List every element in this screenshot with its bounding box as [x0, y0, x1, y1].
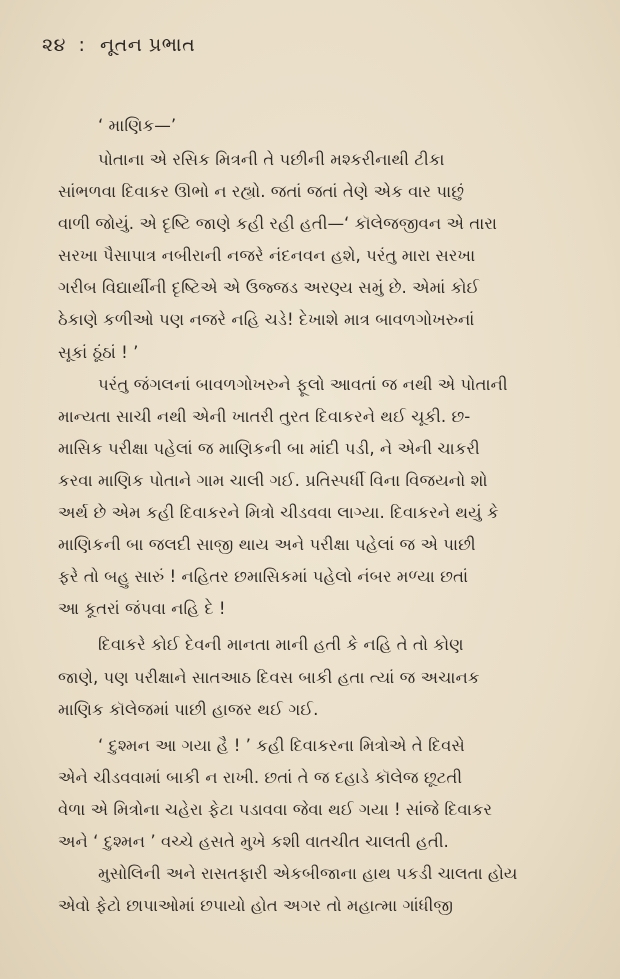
book-title: નૂતન પ્રભાત	[99, 34, 196, 56]
text-line: ‘ માણિક—’	[98, 116, 177, 135]
text-line: એવો ફેટો છાપાઓમાં છપાયો હોત અગર તો મહાત્મા ગાંધીજી	[58, 896, 454, 916]
text-line: વાળી જોયું. એ દૃષ્ટિ જાણે કહી રહી હતી—‘ કૉલેજજીવન એ તારા	[58, 214, 497, 234]
text-line: ઠેકાણે કળીઓ પણ નજરે નહિ ચડે! દેખાશે માત્ર બાવળગોખરુનાં	[58, 310, 475, 330]
text-line: સૂકાં ઠૂંઠાં ! ’	[58, 342, 139, 362]
text-line: કરવા માણિક પોતાને ગામ ચાલી ગઈ. પ્રતિસ્પર્ધી વિના વિજયનો શો	[58, 470, 488, 490]
text-line: માન્યતા સાચી નથી એની ખાતરી તુરત દિવાકરને થઈ ચૂકી. છ-	[58, 406, 471, 426]
text-line: સાંભળવા દિવાકર ઊભો ન રહ્યો. જતાં જતાં તેણે એક વાર પાછું	[58, 182, 465, 202]
text-line: અને ‘ દુશ્મન ’ વચ્ચે હસતે મુખે કશી વાતચીત ચાલતી હતી.	[58, 831, 449, 851]
text-line: માણિકની બા જલદી સાજી થાય અને પરીક્ષા પહેલાં જ એ પાછી	[58, 535, 476, 555]
text-line: માસિક પરીક્ષા પહેલાં જ માણિકની બા માંદી પડી, ને એની ચાકરી	[58, 438, 480, 458]
paragraph-first-line: પોતાના એ રસિક મિત્રની તે પછીની મશ્કરીનાથી ટીકા	[98, 150, 445, 169]
text-line: એને ચીડવવામાં બાકી ન રાખી. છતાં તે જ દહાડે કૉલેજ છૂટતી	[58, 767, 463, 787]
text-line: માણિક કૉલેજમાં પાછી હાજર થઈ ગઈ.	[58, 699, 319, 719]
text-line: ફરે તો બહુ સારું ! નહિતર છમાસિકમાં પહેલો નંબર મળ્યા છતાં	[58, 567, 469, 587]
paragraph-first-line: ‘ દુશ્મન આ ગયા હૈ ! ’ કહી દિવાકરના મિત્રોએ તે દિવસે	[98, 735, 465, 755]
page-header	[42, 34, 195, 56]
text-line: ગરીબ વિદ્યાર્થીની દૃષ્ટિએ એ ઉજ્જડ અરણ્ય સમું છે. એમાં કોઈ	[58, 278, 480, 298]
page-number: ૨૪	[42, 34, 66, 56]
paragraph-first-line: પરંતુ જંગલનાં બાવળગોખરુને ફૂલો આવતાં જ નથી એ પોતાની	[98, 374, 508, 394]
header-separator: :	[78, 34, 86, 56]
text-line: સરખા પૈસાપાત્ર નબીરાની નજરે નંદનવન હશે, પરંતુ મારા સરખા	[58, 246, 476, 266]
text-line: વેળા એ મિત્રોના ચહેરા ફેટા પડાવવા જેવા થઈ ગયા ! સાંજે દિવાકર	[58, 799, 493, 819]
body-text	[58, 112, 578, 922]
text-line: અર્થ છે એમ કહી દિવાકરને મિત્રો ચીડવવા લાગ્યા. દિવાકરને થયું કે	[58, 503, 499, 523]
paragraph-first-line: મુસોલિની અને રાસતફારી એકબીજાના હાથ પકડી ચાલતા હોય	[98, 864, 518, 884]
paragraph-first-line: દિવાકરે કોઈ દેવની માનતા માની હતી કે નહિ તે તો કોણ	[98, 635, 464, 655]
text-line: આ કૂતરાં જંપવા નહિ દે !	[58, 599, 226, 619]
text-line: જાણે, પણ પરીક્ષાને સાતઆઠ દિવસ બાકી હતા ત્યાં જ અચાનક	[58, 667, 480, 687]
